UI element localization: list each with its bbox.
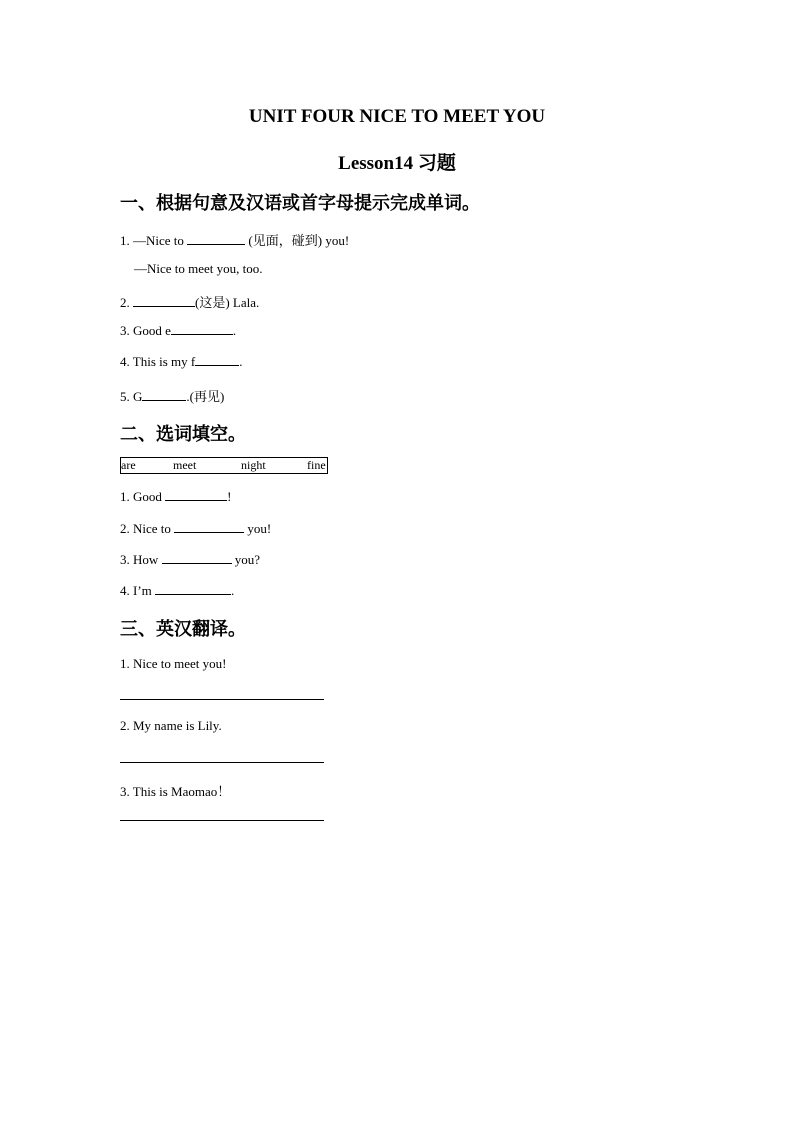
s2-question-4: 4. I’m .	[120, 583, 235, 598]
s3-question-2: 2. My name is Lily.	[120, 718, 222, 733]
s1-question-3: 3. Good e .	[120, 323, 237, 338]
word-bank-box	[120, 457, 328, 474]
answer-line[interactable]	[120, 699, 324, 700]
s1-question-5: 5. G .(再见)	[120, 389, 225, 404]
s1-question-2: 2. (这是) Lala.	[120, 295, 260, 310]
section2-heading: 二、选词填空。	[120, 424, 246, 445]
answer-blank[interactable]	[187, 233, 245, 245]
section3-heading: 三、英汉翻译。	[120, 619, 246, 640]
word-bank-item: fine	[307, 458, 326, 472]
s1-question-1-reply: —Nice to meet you, too.	[134, 261, 263, 276]
word-bank-item: night	[241, 458, 266, 472]
s1-question-1: 1. —Nice to (见面，碰到) you!	[120, 233, 350, 248]
s3-question-1: 1. Nice to meet you!	[120, 656, 227, 671]
answer-blank[interactable]	[162, 552, 232, 564]
word-bank-item: meet	[173, 458, 197, 472]
answer-blank[interactable]	[195, 354, 239, 366]
unit-title: UNIT FOUR NICE TO MEET YOU	[248, 106, 546, 127]
answer-blank[interactable]	[133, 295, 195, 307]
answer-line[interactable]	[120, 820, 324, 821]
s2-question-2: 2. Nice to you!	[120, 521, 272, 536]
answer-blank[interactable]	[174, 521, 244, 533]
s1-question-4: 4. This is my f .	[120, 354, 243, 369]
answer-blank[interactable]	[165, 489, 227, 501]
word-bank-item: are	[121, 458, 136, 472]
lesson-title: Lesson14 习题	[338, 153, 456, 174]
answer-blank[interactable]	[155, 583, 231, 595]
answer-blank[interactable]	[171, 323, 233, 335]
section1-heading: 一、根据句意及汉语或首字母提示完成单词。	[120, 193, 480, 214]
s3-question-3: 3. This is Maomao！	[120, 784, 231, 799]
s2-question-1: 1. Good !	[120, 489, 232, 504]
s2-question-3: 3. How you?	[120, 552, 261, 567]
answer-line[interactable]	[120, 762, 324, 763]
answer-blank[interactable]	[142, 389, 186, 401]
